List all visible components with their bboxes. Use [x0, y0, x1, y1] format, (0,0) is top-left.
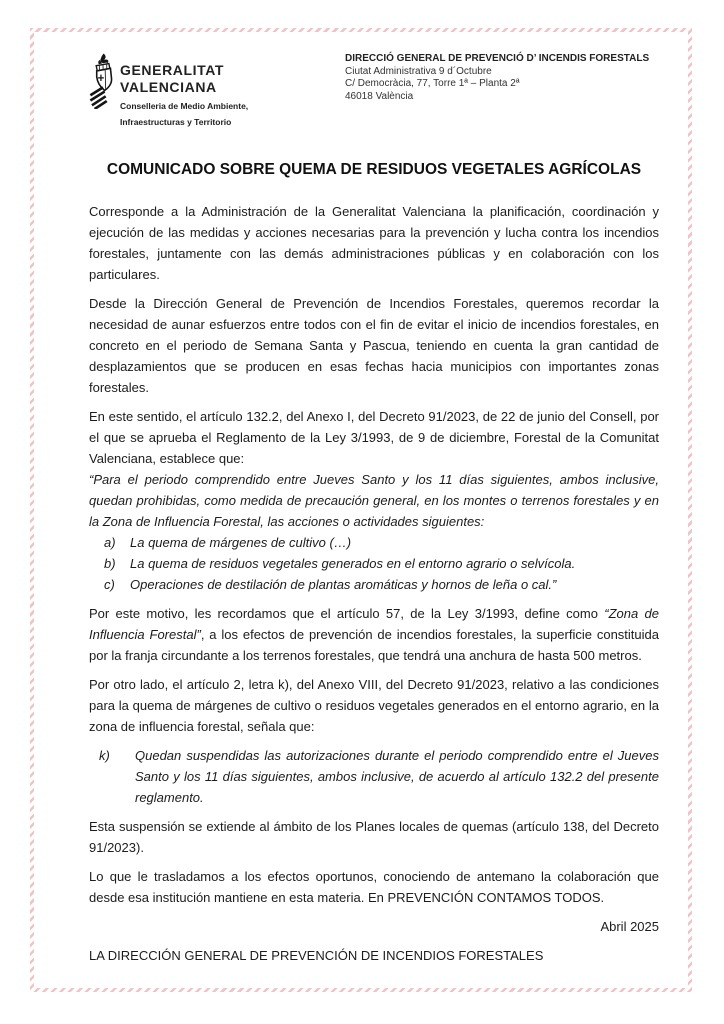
zona-text-before: Por este motivo, les recordamos que el artículo 57, de la Ley 3/1993, define como — [89, 606, 605, 621]
zona-text-after: , a los efectos de prevención de incendios forestales, la superficie constituida por la franja circundante a los terrenos forestales, que tendrá una anchura de hasta 500 metros. — [89, 627, 659, 663]
list-item-b — [89, 553, 659, 574]
list-marker-b: b) — [104, 556, 116, 571]
org-name-line1: GENERALITAT — [120, 62, 225, 78]
list-text-k: Quedan suspendidas las autorizaciones durante el periodo comprendido entre el Jueves Santo y los 11 días siguientes, ambos inclusive, de acuerdo al artículo 132.2 del presente reglamento. — [135, 748, 659, 805]
paragraph-intro: Corresponde a la Administración de la Generalitat Valenciana la planificación, coordinación y ejecución de las medidas y acciones necesarias para la prevención y lucha contra los incendios forestales, juntamente con las demás administraciones públicas y en colaboración con los particulares. — [89, 204, 659, 282]
paragraph-zona-influencia — [89, 603, 659, 666]
zona-term-italic: “Zona de Influencia Forestal” — [89, 606, 659, 642]
department-line2: Infraestructuras y Territorio — [120, 117, 232, 127]
office-name: DIRECCIÓ GENERAL DE PREVENCIÓ D’ INCENDIS FORESTALS — [345, 53, 650, 64]
paragraph-closing: Lo que le trasladamos a los efectos oportunos, conociendo de antemano la colaboración que desde esa institución mantiene en esta materia. En PREVENCIÓN CONTAMOS TODOS. — [89, 869, 659, 905]
office-address-line1: Ciutat Administrativa 9 d´Octubre — [345, 65, 492, 77]
list-text-c: Operaciones de destilación de plantas aromáticas y hornos de leña o cal.” — [130, 577, 557, 592]
paragraph-anexo-viii: Por otro lado, el artículo 2, letra k), del Anexo VIII, del Decreto 91/2023, relativo a las condiciones para la quema de márgenes de cultivo o residuos vegetales generados en el entorno agrario, en la zona de influencia forestal, señala que: — [89, 677, 659, 734]
paragraph-reminder: Desde la Dirección General de Prevención de Incendios Forestales, queremos recordar la necesidad de aunar esfuerzos entre todos con el fin de evitar el inicio de incendios forestales, en concreto en el periodo de Semana Santa y Pascua, teniendo en cuenta la gran cantidad de desplazamientos que se producen en esas fechas hacia municipios con importantes zonas forestales. — [89, 296, 659, 395]
department-line1: Conselleria de Medio Ambiente, — [120, 101, 249, 111]
office-address-line3: 46018 València — [345, 90, 414, 102]
paragraph-suspension: Esta suspensión se extiende al ámbito de los Planes locales de quemas (artículo 138, del Decreto 91/2023). — [89, 819, 659, 855]
logo-text — [115, 53, 248, 128]
list-marker-a: a) — [104, 535, 116, 550]
signature-line: LA DIRECCIÓN GENERAL DE PREVENCIÓN DE INCENDIOS FORESTALES — [89, 948, 544, 963]
coat-of-arms-icon — [89, 53, 115, 109]
letterhead — [89, 53, 659, 128]
list-item-k — [89, 745, 659, 808]
paragraph-quote: “Para el periodo comprendido entre Jueves Santo y los 11 días siguientes, ambos inclusive, quedan prohibidas, como medida de precaución general, en los montes o terrenos forestales y en la Zona de Influencia Forestal, las acciones o actividades siguientes: — [89, 472, 659, 529]
document-title: COMUNICADO SOBRE QUEMA DE RESIDUOS VEGETALES AGRÍCOLAS — [106, 161, 642, 178]
list-marker-k: k) — [99, 748, 110, 763]
org-name-line2: VALENCIANA — [120, 79, 217, 95]
paragraph-decreto: En este sentido, el artículo 132.2, del Anexo I, del Decreto 91/2023, de 22 de junio del Consell, por el que se aprueba el Reglamento de la Ley 3/1993, de 9 de diciembre, Forestal de la Comunitat Valenciana, establece que: — [89, 409, 659, 466]
list-item-c — [89, 574, 659, 595]
generalitat-logo — [89, 53, 248, 128]
list-item-a — [89, 532, 659, 553]
date-line: Abril 2025 — [600, 919, 659, 934]
document-body — [89, 201, 659, 966]
list-text-a: La quema de márgenes de cultivo (…) — [130, 535, 352, 550]
prohibited-activities-list — [89, 532, 659, 595]
list-text-b: La quema de residuos vegetales generados en el entorno agrario o selvícola. — [130, 556, 576, 571]
office-address-block — [345, 53, 659, 103]
office-address-line2: C/ Democràcia, 77, Torre 1ª – Planta 2ª — [345, 78, 520, 89]
list-marker-c: c) — [104, 577, 115, 592]
letter-page — [30, 28, 692, 992]
